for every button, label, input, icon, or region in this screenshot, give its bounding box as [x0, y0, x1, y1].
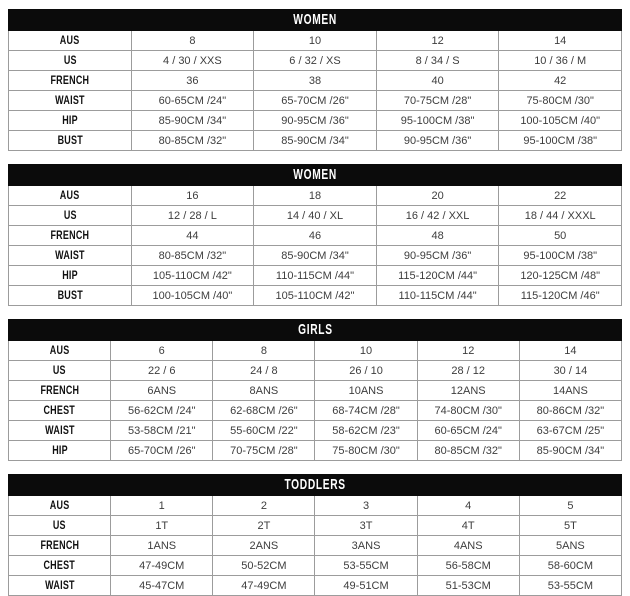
- table-row: [9, 496, 622, 516]
- size-cell: 20: [376, 186, 499, 206]
- size-cell: 95-100CM /38": [499, 131, 622, 151]
- table-title-text: WOMEN: [293, 166, 337, 183]
- row-label-aus: [9, 186, 132, 206]
- table-title-women-16-22: [9, 165, 622, 186]
- size-cell: 1: [111, 496, 213, 516]
- size-cell: 4 / 30 / XXS: [131, 51, 254, 71]
- table-row: [9, 206, 622, 226]
- row-label-text: HIP: [61, 269, 78, 282]
- size-cell: 22 / 6: [111, 361, 213, 381]
- table-row: [9, 131, 622, 151]
- size-cell: 75-80CM /30": [315, 441, 417, 461]
- size-cell: 63-67CM /25": [519, 421, 621, 441]
- table-row: [9, 186, 622, 206]
- table-row: [9, 421, 622, 441]
- size-cell: 10: [315, 341, 417, 361]
- size-table-toddlers: [8, 474, 622, 596]
- row-label-text: US: [53, 364, 67, 377]
- size-cell: 12ANS: [417, 381, 519, 401]
- size-cell: 14: [499, 31, 622, 51]
- row-label-us: [9, 516, 111, 536]
- table-title-text: TODDLERS: [284, 476, 346, 493]
- size-cell: 47-49CM: [213, 576, 315, 596]
- size-cell: 75-80CM /30": [499, 91, 622, 111]
- size-cell: 30 / 14: [519, 361, 621, 381]
- size-cell: 85-90CM /34": [131, 111, 254, 131]
- size-cell: 85-90CM /34": [519, 441, 621, 461]
- row-label-text: BUST: [57, 289, 83, 302]
- table-row: [9, 341, 622, 361]
- size-cell: 2ANS: [213, 536, 315, 556]
- size-cell: 1T: [111, 516, 213, 536]
- size-cell: 4ANS: [417, 536, 519, 556]
- size-cell: 68-74CM /28": [315, 401, 417, 421]
- size-cell: 14ANS: [519, 381, 621, 401]
- size-cell: 3: [315, 496, 417, 516]
- row-label-aus: [9, 31, 132, 51]
- table-title-women-8-14: [9, 10, 622, 31]
- size-cell: 105-110CM /42": [131, 266, 254, 286]
- size-cell: 80-85CM /32": [131, 246, 254, 266]
- size-cell: 5: [519, 496, 621, 516]
- size-cell: 49-51CM: [315, 576, 417, 596]
- size-cell: 65-70CM /26": [254, 91, 377, 111]
- row-label-text: WAIST: [54, 94, 85, 107]
- size-table-women-8-14: [8, 9, 622, 151]
- row-label-text: HIP: [61, 114, 78, 127]
- size-cell: 70-75CM /28": [213, 441, 315, 461]
- size-cell: 42: [499, 71, 622, 91]
- row-label-hip: [9, 441, 111, 461]
- row-label-us: [9, 361, 111, 381]
- table-row: [9, 381, 622, 401]
- size-cell: 56-62CM /24": [111, 401, 213, 421]
- table-row: [9, 111, 622, 131]
- size-cell: 12: [376, 31, 499, 51]
- row-label-chest: [9, 401, 111, 421]
- row-label-text: FRENCH: [40, 384, 79, 397]
- row-label-bust: [9, 131, 132, 151]
- size-cell: 80-86CM /32": [519, 401, 621, 421]
- size-cell: 16: [131, 186, 254, 206]
- size-charts-container: [8, 9, 622, 596]
- size-cell: 47-49CM: [111, 556, 213, 576]
- row-label-text: CHEST: [43, 559, 76, 572]
- size-cell: 10: [254, 31, 377, 51]
- size-cell: 60-65CM /24": [131, 91, 254, 111]
- table-row: [9, 71, 622, 91]
- size-cell: 110-115CM /44": [254, 266, 377, 286]
- table-title-text: WOMEN: [293, 11, 337, 28]
- size-cell: 5T: [519, 516, 621, 536]
- size-cell: 14: [519, 341, 621, 361]
- size-cell: 80-85CM /32": [417, 441, 519, 461]
- size-cell: 53-55CM: [315, 556, 417, 576]
- size-cell: 100-105CM /40": [499, 111, 622, 131]
- row-label-text: WAIST: [44, 579, 75, 592]
- row-label-us: [9, 206, 132, 226]
- table-row: [9, 266, 622, 286]
- size-cell: 65-70CM /26": [111, 441, 213, 461]
- row-label-text: WAIST: [54, 249, 85, 262]
- size-cell: 18 / 44 / XXXL: [499, 206, 622, 226]
- size-cell: 56-58CM: [417, 556, 519, 576]
- size-cell: 14 / 40 / XL: [254, 206, 377, 226]
- size-cell: 74-80CM /30": [417, 401, 519, 421]
- size-cell: 50-52CM: [213, 556, 315, 576]
- size-cell: 12: [417, 341, 519, 361]
- table-title-text: GIRLS: [297, 321, 333, 338]
- row-label-text: AUS: [59, 34, 80, 47]
- row-label-french: [9, 71, 132, 91]
- row-label-text: CHEST: [43, 404, 76, 417]
- row-label-aus: [9, 341, 111, 361]
- table-row: [9, 441, 622, 461]
- size-cell: 18: [254, 186, 377, 206]
- size-cell: 58-62CM /23": [315, 421, 417, 441]
- size-cell: 70-75CM /28": [376, 91, 499, 111]
- size-cell: 26 / 10: [315, 361, 417, 381]
- row-label-text: AUS: [49, 344, 70, 357]
- table-row: [9, 401, 622, 421]
- table-row: [9, 286, 622, 306]
- size-cell: 36: [131, 71, 254, 91]
- row-label-hip: [9, 111, 132, 131]
- size-cell: 120-125CM /48": [499, 266, 622, 286]
- size-cell: 105-110CM /42": [254, 286, 377, 306]
- row-label-aus: [9, 496, 111, 516]
- size-cell: 115-120CM /46": [499, 286, 622, 306]
- row-label-text: FRENCH: [50, 229, 90, 242]
- table-row: [9, 536, 622, 556]
- table-row: [9, 226, 622, 246]
- size-cell: 55-60CM /22": [213, 421, 315, 441]
- size-cell: 95-100CM /38": [499, 246, 622, 266]
- size-cell: 28 / 12: [417, 361, 519, 381]
- row-label-text: US: [53, 519, 67, 532]
- size-cell: 6: [111, 341, 213, 361]
- size-cell: 10 / 36 / M: [499, 51, 622, 71]
- size-cell: 58-60CM: [519, 556, 621, 576]
- row-label-chest: [9, 556, 111, 576]
- size-cell: 12 / 28 / L: [131, 206, 254, 226]
- size-cell: 6ANS: [111, 381, 213, 401]
- size-cell: 5ANS: [519, 536, 621, 556]
- row-label-text: BUST: [57, 134, 83, 147]
- table-row: [9, 91, 622, 111]
- size-cell: 90-95CM /36": [254, 111, 377, 131]
- row-label-french: [9, 536, 111, 556]
- size-cell: 22: [499, 186, 622, 206]
- row-label-text: HIP: [51, 444, 68, 457]
- row-label-french: [9, 226, 132, 246]
- table-title-toddlers: [9, 475, 622, 496]
- size-cell: 53-58CM /21": [111, 421, 213, 441]
- row-label-waist: [9, 421, 111, 441]
- row-label-waist: [9, 91, 132, 111]
- table-row: [9, 556, 622, 576]
- size-cell: 48: [376, 226, 499, 246]
- size-cell: 2: [213, 496, 315, 516]
- size-cell: 8ANS: [213, 381, 315, 401]
- size-cell: 38: [254, 71, 377, 91]
- size-cell: 4: [417, 496, 519, 516]
- row-label-hip: [9, 266, 132, 286]
- size-cell: 10ANS: [315, 381, 417, 401]
- size-cell: 8: [213, 341, 315, 361]
- size-cell: 115-120CM /44": [376, 266, 499, 286]
- size-cell: 4T: [417, 516, 519, 536]
- row-label-text: AUS: [59, 189, 80, 202]
- table-row: [9, 51, 622, 71]
- row-label-bust: [9, 286, 132, 306]
- row-label-text: AUS: [49, 499, 70, 512]
- row-label-text: WAIST: [44, 424, 75, 437]
- size-cell: 85-90CM /34": [254, 246, 377, 266]
- size-cell: 6 / 32 / XS: [254, 51, 377, 71]
- size-table-girls: [8, 319, 622, 461]
- size-cell: 51-53CM: [417, 576, 519, 596]
- size-cell: 60-65CM /24": [417, 421, 519, 441]
- row-label-text: FRENCH: [50, 74, 90, 87]
- size-cell: 95-100CM /38": [376, 111, 499, 131]
- size-table-women-16-22: [8, 164, 622, 306]
- size-cell: 110-115CM /44": [376, 286, 499, 306]
- size-cell: 80-85CM /32": [131, 131, 254, 151]
- size-cell: 24 / 8: [213, 361, 315, 381]
- table-row: [9, 361, 622, 381]
- size-cell: 90-95CM /36": [376, 131, 499, 151]
- row-label-text: FRENCH: [40, 539, 79, 552]
- row-label-waist: [9, 246, 132, 266]
- size-cell: 90-95CM /36": [376, 246, 499, 266]
- size-cell: 45-47CM: [111, 576, 213, 596]
- size-cell: 40: [376, 71, 499, 91]
- size-cell: 46: [254, 226, 377, 246]
- size-cell: 3T: [315, 516, 417, 536]
- table-row: [9, 246, 622, 266]
- size-cell: 62-68CM /26": [213, 401, 315, 421]
- table-title-girls: [9, 320, 622, 341]
- size-cell: 85-90CM /34": [254, 131, 377, 151]
- size-cell: 16 / 42 / XXL: [376, 206, 499, 226]
- size-cell: 2T: [213, 516, 315, 536]
- row-label-text: US: [63, 54, 77, 67]
- size-cell: 44: [131, 226, 254, 246]
- size-cell: 50: [499, 226, 622, 246]
- row-label-waist: [9, 576, 111, 596]
- table-row: [9, 576, 622, 596]
- size-cell: 53-55CM: [519, 576, 621, 596]
- table-row: [9, 516, 622, 536]
- size-cell: 1ANS: [111, 536, 213, 556]
- size-cell: 8 / 34 / S: [376, 51, 499, 71]
- size-cell: 8: [131, 31, 254, 51]
- size-cell: 3ANS: [315, 536, 417, 556]
- size-cell: 100-105CM /40": [131, 286, 254, 306]
- row-label-french: [9, 381, 111, 401]
- row-label-text: US: [63, 209, 77, 222]
- row-label-us: [9, 51, 132, 71]
- table-row: [9, 31, 622, 51]
